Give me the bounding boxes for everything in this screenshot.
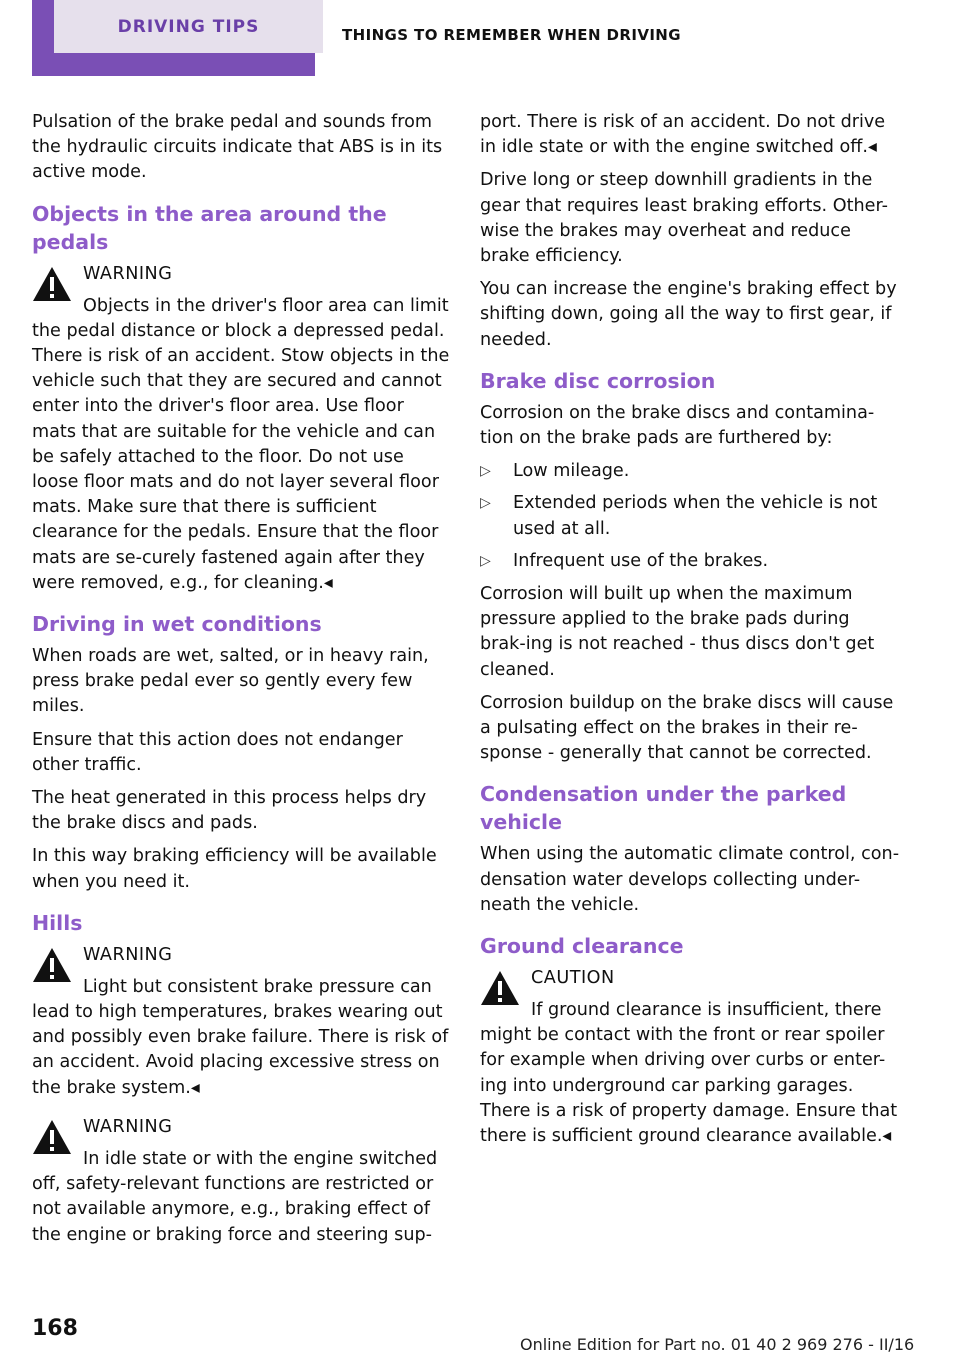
warning-triangle-icon — [32, 266, 72, 302]
left-column — [32, 110, 452, 1262]
condensation-paragraph: When using the automatic climate control, con-densation water develops collecting under-neath the vehicle. — [480, 844, 900, 915]
objects-heading: Objects in the area around the pedals — [32, 201, 387, 254]
hills-warning-1 — [32, 943, 452, 1101]
warning-label: WARNING — [83, 944, 173, 965]
corrosion-paragraph-2: Corrosion will built up when the maximum pressure applied to the brake pads during brak-ing is not reached - thus discs don't get cleaned. — [480, 584, 875, 680]
corrosion-intro: Corrosion on the brake discs and contamina-tion on the brake pads are furthered by: — [480, 402, 875, 449]
hills-warning-2 — [32, 1115, 452, 1248]
list-item: ▷ Low mileage. — [480, 459, 900, 484]
chapter-tab — [32, 0, 315, 76]
clearance-heading: Ground clearance — [480, 934, 684, 959]
chapter-tab-label: DRIVING TIPS — [117, 16, 260, 37]
warning-text: In idle state or with the engine switched off, safety-relevant functions are restricted or not available anymore, e.g., braking effect of the engine or braking force and steering sup- — [32, 1148, 438, 1245]
wet-paragraph-4: In this way braking efficiency will be available when you need it. — [32, 846, 437, 892]
downhill-paragraph: Drive long or steep downhill gradients in the gear that requires least braking efforts. Other-wise the brakes may overheat and reduce brake efficiency. — [480, 170, 888, 267]
warning-triangle-icon — [32, 1119, 72, 1155]
caution-text: If ground clearance is insufficient, there might be contact with the front or rear spoiler for example when driving over curbs or enter-ing into underground car parking garages. There is a risk of property damage. Ensure that there is sufficient ground clearance available.◂ — [480, 1000, 898, 1147]
wet-heading: Driving in wet conditions — [32, 612, 322, 637]
corrosion-list — [480, 459, 900, 574]
warning-text: Light but consistent brake pressure can lead to high temperatures, brakes wearing out and possibly even brake failure. There is risk of an accident. Avoid placing excessive stress on the brake system.◂ — [32, 976, 449, 1098]
clearance-caution — [480, 966, 900, 1149]
condensation-heading: Condensation under the parked vehicle — [480, 782, 847, 835]
corrosion-heading: Brake disc corrosion — [480, 368, 716, 393]
warning-continuation: port. There is risk of an accident. Do not drive in idle state or with the engine switched off.◂ — [480, 112, 886, 158]
wet-paragraph-3: The heat generated in this process helps dry the brake discs and pads. — [32, 788, 427, 834]
section-title: THINGS TO REMEMBER WHEN DRIVING — [342, 26, 681, 44]
triangle-bullet-icon: ▷ — [480, 552, 491, 569]
triangle-bullet-icon: ▷ — [480, 463, 491, 480]
caution-label: CAUTION — [531, 968, 615, 989]
list-item: ▷ Infrequent use of the brakes. — [480, 549, 900, 574]
corrosion-paragraph-3: Corrosion buildup on the brake discs will cause a pulsating effect on the brakes in their re-sponse - generally that cannot be corrected. — [480, 692, 894, 764]
triangle-bullet-icon: ▷ — [480, 495, 491, 512]
engine-braking-paragraph: You can increase the engine's braking effect by shifting down, going all the way to first gear, if needed. — [480, 279, 897, 350]
wet-paragraph-1: When roads are wet, salted, or in heavy rain, press brake pedal ever so gently every few miles. — [32, 646, 429, 717]
page-number: 168 — [32, 1316, 78, 1341]
wet-paragraph-2: Ensure that this action does not endanger other traffic. — [32, 729, 403, 775]
warning-triangle-icon — [480, 970, 520, 1006]
abs-paragraph: Pulsation of the brake pedal and sounds from the hydraulic circuits indicate that ABS is in its active mode. — [32, 112, 443, 183]
objects-warning — [32, 262, 452, 596]
hills-heading: Hills — [32, 910, 83, 935]
warning-triangle-icon — [32, 947, 72, 983]
warning-label: WARNING — [83, 1116, 173, 1137]
warning-text: Objects in the driver's floor area can limit the pedal distance or block a depressed pedal. There is risk of an accident. Stow objects in the vehicle such that they are secured and cannot enter into the driver's floor area. Use floor mats that are suitable for the vehicle and can be safely attached to the floor. Do not use loose floor mats and do not layer several floor mats. Make sure that there is sufficient clearance for the pedals. Ensure that the floor mats are se-curely fastened again after they were removed, e.g., for cleaning.◂ — [32, 295, 450, 593]
list-item: ▷ Extended periods when the vehicle is not used at all. — [480, 493, 878, 539]
warning-label: WARNING — [83, 263, 173, 284]
edition-footer: Online Edition for Part no. 01 40 2 969 276 - II/16 — [520, 1335, 915, 1354]
chapter-tab-inner — [54, 0, 323, 53]
right-column — [480, 110, 900, 1163]
